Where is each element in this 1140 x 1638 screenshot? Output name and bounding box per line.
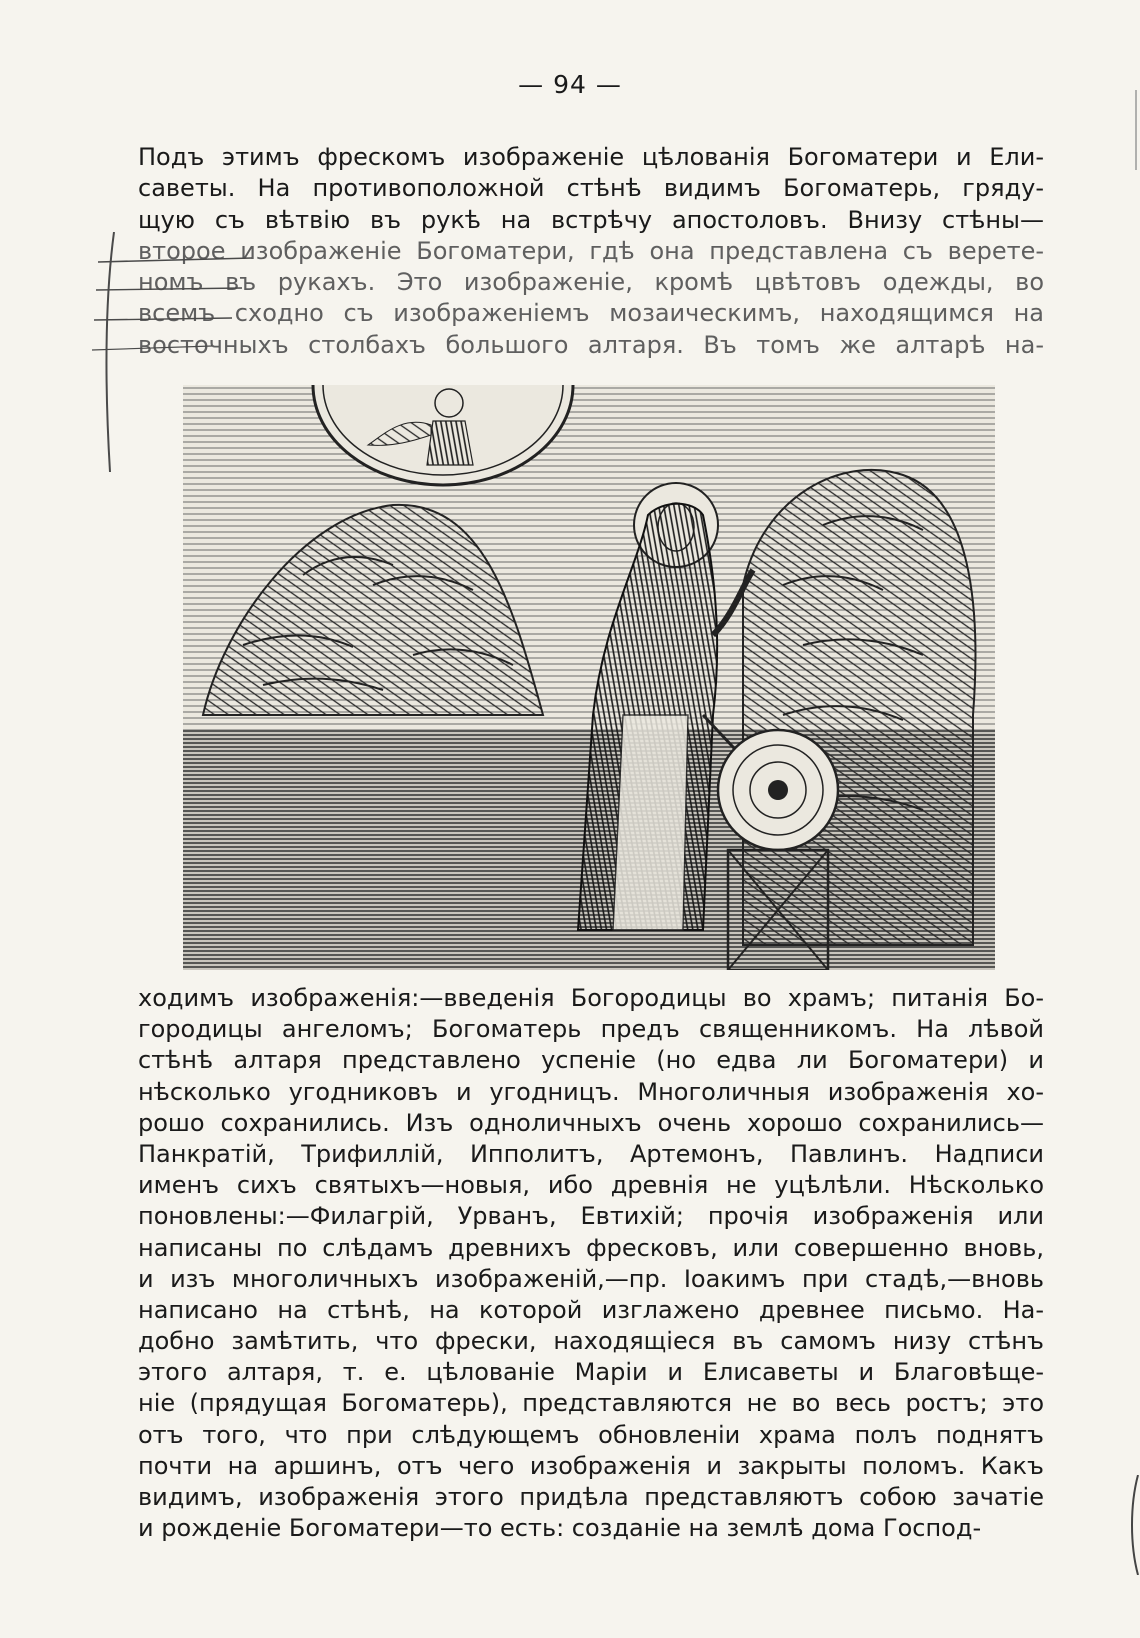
text-block-top — [138, 142, 1044, 361]
text-line: и рожденіе Богоматери—то есть: созданіе на землѣ дома Господ- — [138, 1514, 982, 1543]
page-number: — 94 — — [518, 70, 622, 99]
text-line: Панкратій, Трифиллій, Ипполитъ, Артемонъ, Павлинъ. Надписи — [138, 1139, 1044, 1168]
fresco-engraving — [183, 385, 995, 970]
text-line: ходимъ изображенія:—введенія Богородицы во храмъ; питанія Бо- — [138, 984, 1044, 1012]
text-line: видимъ, изображенія этого придѣла представляютъ собою зачатіе — [138, 1483, 1044, 1511]
text-line: всемъ сходно съ изображеніемъ мозаическимъ, находящимся на — [138, 299, 1044, 328]
text-line: и изъ многоличныхъ изображеній,—пр. Іоакимъ при стадѣ,—вновь — [138, 1264, 1044, 1293]
text-line: поновлены:—Филагрій, Урванъ, Евтихій; прочія изображенія или — [138, 1202, 1044, 1231]
text-line: ніе (прядущая Богоматерь), представляются не во весь ростъ; это — [138, 1389, 1044, 1418]
text-line: восточныхъ столбахъ большого алтаря. Въ томъ же алтарѣ на- — [138, 330, 1044, 359]
text-line: добно замѣтить, что фрески, находящіеся въ самомъ низу стѣнъ — [138, 1327, 1044, 1356]
text-line: именъ сихъ святыхъ—новыя, ибо древнія не уцѣлѣли. Нѣсколько — [138, 1171, 1044, 1200]
scan-edge-mark — [1134, 90, 1138, 170]
text-line: городицы ангеломъ; Богоматерь предъ священникомъ. На лѣвой — [138, 1015, 1044, 1044]
text-line: написано на стѣнѣ, на которой изглажено древнее письмо. На- — [138, 1295, 1044, 1324]
text-line: Подъ этимъ фрескомъ изображеніе цѣлованія Богоматери и Ели- — [138, 143, 1044, 171]
text-line: второе изображеніе Богоматери, гдѣ она представлена съ верете- — [138, 236, 1044, 265]
text-line: щую съ вѣтвію въ рукѣ на встрѣчу апостоловъ. Внизу стѣны— — [138, 205, 1044, 234]
text-line: этого алтаря, т. е. цѣлованіе Маріи и Елисаветы и Благовѣще- — [138, 1358, 1044, 1387]
text-line: написаны по слѣдамъ древнихъ фресковъ, или совершенно вновь, — [138, 1233, 1044, 1262]
text-line: рошо сохранились. Изъ одноличныхъ очень хорошо сохранились— — [138, 1108, 1044, 1137]
text-line: номъ въ рукахъ. Это изображеніе, кромѣ цвѣтовъ одежды, во — [138, 268, 1044, 297]
text-line: нѣсколько угодниковъ и угодницъ. Многоличныя изображенія хо- — [138, 1077, 1044, 1106]
text-block-bottom — [138, 983, 1044, 1544]
text-line: отъ того, что при слѣдующемъ обновленіи храма полъ поднятъ — [138, 1420, 1044, 1449]
scan-edge-mark — [1128, 1475, 1140, 1575]
text-line: саветы. На противоположной стѣнѣ видимъ Богоматерь, гряду- — [138, 174, 1044, 203]
text-line: почти на аршинъ, отъ чего изображенія и закрыты поломъ. Какъ — [138, 1451, 1044, 1480]
text-line: стѣнѣ алтаря представлено успеніе (но едва ли Богоматери) и — [138, 1046, 1044, 1075]
